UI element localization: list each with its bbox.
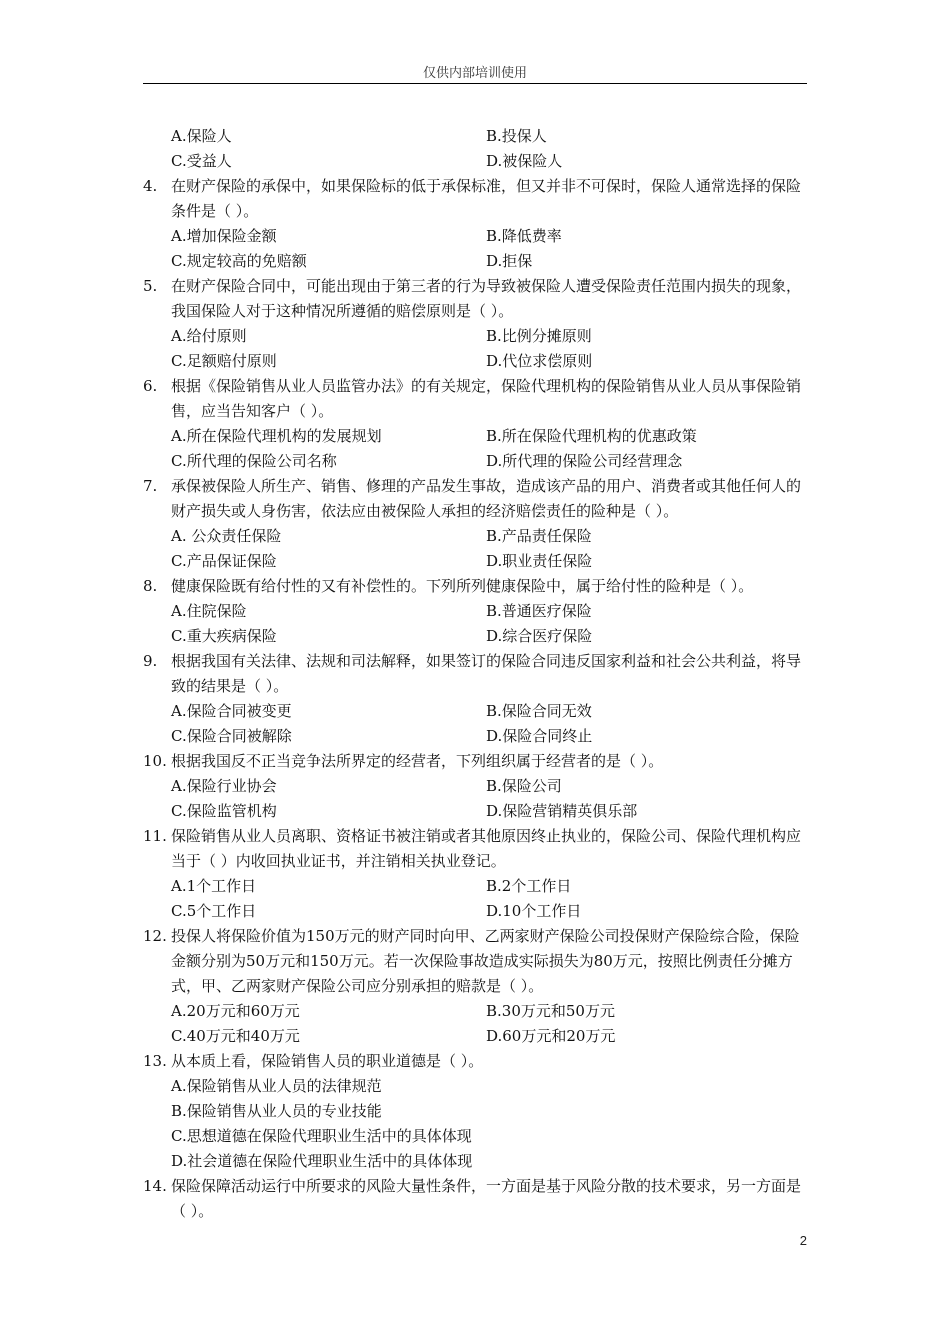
question-text: 保险保障活动运行中所要求的风险大量性条件，一方面是基于风险分散的技术要求，另一方面是（ ）。 <box>171 1177 802 1220</box>
option: B.降低费率 <box>486 227 562 245</box>
option: A.所在保险代理机构的发展规划 <box>171 427 382 445</box>
question-item <box>143 574 807 649</box>
option: C.足额赔付原则 <box>171 352 277 370</box>
option: B.保险销售从业人员的专业技能 <box>171 1102 382 1120</box>
question-stem <box>143 1174 807 1224</box>
question-stem <box>143 1049 807 1074</box>
question-stem <box>143 649 807 699</box>
option: A.20万元和60万元 <box>171 1002 300 1020</box>
question-options <box>171 524 807 574</box>
question-stem <box>143 924 807 999</box>
question-stem <box>143 174 807 224</box>
question-number: 4. <box>143 177 158 195</box>
question-text: 根据我国有关法律、法规和司法解释，如果签订的保险合同违反国家利益和社会公共利益，将导致的结果是（ ）。 <box>171 652 802 695</box>
question-item <box>143 1174 807 1224</box>
option: C.所代理的保险公司名称 <box>171 452 337 470</box>
question-text: 保险销售从业人员离职、资格证书被注销或者其他原因终止执业的，保险公司、保险代理机构应当于（ ）内收回执业证书，并注销相关执业登记。 <box>171 827 802 870</box>
question-options <box>171 224 807 274</box>
question-item <box>143 749 807 824</box>
question-options <box>171 699 807 749</box>
lead-options <box>171 124 807 174</box>
question-item <box>143 374 807 474</box>
question-text: 投保人将保险价值为150万元的财产同时向甲、乙两家财产保险公司投保财产保险综合险，保险金额分别为50万元和150万元。若一次保险事故造成实际损失为80万元，按照比例责任分摊方式，甲、乙两家财产保险公司应分别承担的赔款是（ ）。 <box>171 927 800 995</box>
question-text: 根据《保险销售从业人员监管办法》的有关规定，保险代理机构的保险销售从业人员从事保险销售，应当告知客户（ ）。 <box>171 377 802 420</box>
option: C.保险合同被解除 <box>171 727 292 745</box>
option: C.受益人 <box>171 152 232 170</box>
header-rule <box>143 83 807 84</box>
question-item <box>143 274 807 374</box>
question-number: 14. <box>143 1177 167 1195</box>
question-number: 12. <box>143 927 167 945</box>
question-number: 13. <box>143 1052 167 1070</box>
option: B.产品责任保险 <box>486 527 592 545</box>
option: B.比例分摊原则 <box>486 327 592 345</box>
option: A.给付原则 <box>171 327 247 345</box>
option: C.思想道德在保险代理职业生活中的具体体现 <box>171 1127 472 1145</box>
option: B.30万元和50万元 <box>486 1002 615 1020</box>
question-stem <box>143 274 807 324</box>
question-item <box>143 1049 807 1174</box>
question-text: 承保被保险人所生产、销售、修理的产品发生事故，造成该产品的用户、消费者或其他任何人的财产损失或人身伤害，依法应由被保险人承担的经济赔偿责任的险种是（ ）。 <box>171 477 802 520</box>
option: A.保险合同被变更 <box>171 702 292 720</box>
question-text: 从本质上看，保险销售人员的职业道德是（ ）。 <box>171 1052 484 1070</box>
question-number: 10. <box>143 752 167 770</box>
question-list <box>143 124 807 1224</box>
question-options <box>171 999 807 1049</box>
page-number: 2 <box>799 1233 807 1248</box>
question-item <box>143 474 807 574</box>
question-options <box>171 1074 807 1174</box>
option: B.所在保险代理机构的优惠政策 <box>486 427 697 445</box>
option: D.所代理的保险公司经营理念 <box>486 452 683 470</box>
question-item <box>143 824 807 924</box>
question-stem <box>143 749 807 774</box>
question-number: 8. <box>143 577 158 595</box>
option: D.10个工作日 <box>486 902 582 920</box>
option: D.保险营销精英俱乐部 <box>486 802 638 820</box>
option: D.被保险人 <box>486 152 563 170</box>
option: A.1个工作日 <box>171 877 257 895</box>
question-number: 6. <box>143 377 158 395</box>
option: B.保险公司 <box>486 777 562 795</box>
question-options <box>171 599 807 649</box>
question-item <box>143 649 807 749</box>
question-options <box>171 324 807 374</box>
option: B.普通医疗保险 <box>486 602 592 620</box>
question-options <box>171 774 807 824</box>
option: A.住院保险 <box>171 602 247 620</box>
option: C.5个工作日 <box>171 902 257 920</box>
page-header: 仅供内部培训使用 <box>422 66 527 81</box>
question-number: 7. <box>143 477 158 495</box>
option: D.60万元和20万元 <box>486 1027 616 1045</box>
option: B.投保人 <box>486 127 547 145</box>
question-options <box>171 874 807 924</box>
option: A.增加保险金额 <box>171 227 277 245</box>
question-text: 健康保险既有给付性的又有补偿性的。下列所列健康保险中，属于给付性的险种是（ ）。 <box>171 577 754 595</box>
question-stem <box>143 374 807 424</box>
option: A.保险行业协会 <box>171 777 277 795</box>
question-number: 9. <box>143 652 158 670</box>
option: A.保险人 <box>171 127 232 145</box>
option: D.拒保 <box>486 252 533 270</box>
option: D.代位求偿原则 <box>486 352 593 370</box>
questions-container <box>143 174 807 1224</box>
question-text: 根据我国反不正当竞争法所界定的经营者，下列组织属于经营者的是（ ）。 <box>171 752 664 770</box>
question-number: 5. <box>143 277 158 295</box>
question-stem <box>143 824 807 874</box>
option: D.社会道德在保险代理职业生活中的具体体现 <box>171 1152 473 1170</box>
option: B.保险合同无效 <box>486 702 592 720</box>
option: C.规定较高的免赔额 <box>171 252 307 270</box>
question-text: 在财产保险合同中，可能出现由于第三者的行为导致被保险人遭受保险责任范围内损失的现象，我国保险人对于这种情况所遵循的赔偿原则是（ ）。 <box>171 277 802 320</box>
question-stem <box>143 474 807 524</box>
question-number: 11. <box>143 827 167 845</box>
option: B.2个工作日 <box>486 877 572 895</box>
option: A. 公众责任保险 <box>171 527 282 545</box>
question-options <box>171 424 807 474</box>
question-text: 在财产保险的承保中，如果保险标的低于承保标准，但又并非不可保时，保险人通常选择的保险条件是（ ）。 <box>171 177 802 220</box>
option: D.保险合同终止 <box>486 727 593 745</box>
question-stem <box>143 574 807 599</box>
option: C.40万元和40万元 <box>171 1027 300 1045</box>
question-item <box>143 924 807 1049</box>
option: C.重大疾病保险 <box>171 627 277 645</box>
option: C.保险监管机构 <box>171 802 277 820</box>
option: D.综合医疗保险 <box>486 627 593 645</box>
option: A.保险销售从业人员的法律规范 <box>171 1077 382 1095</box>
option: C.产品保证保险 <box>171 552 277 570</box>
question-item <box>143 174 807 274</box>
option: D.职业责任保险 <box>486 552 593 570</box>
